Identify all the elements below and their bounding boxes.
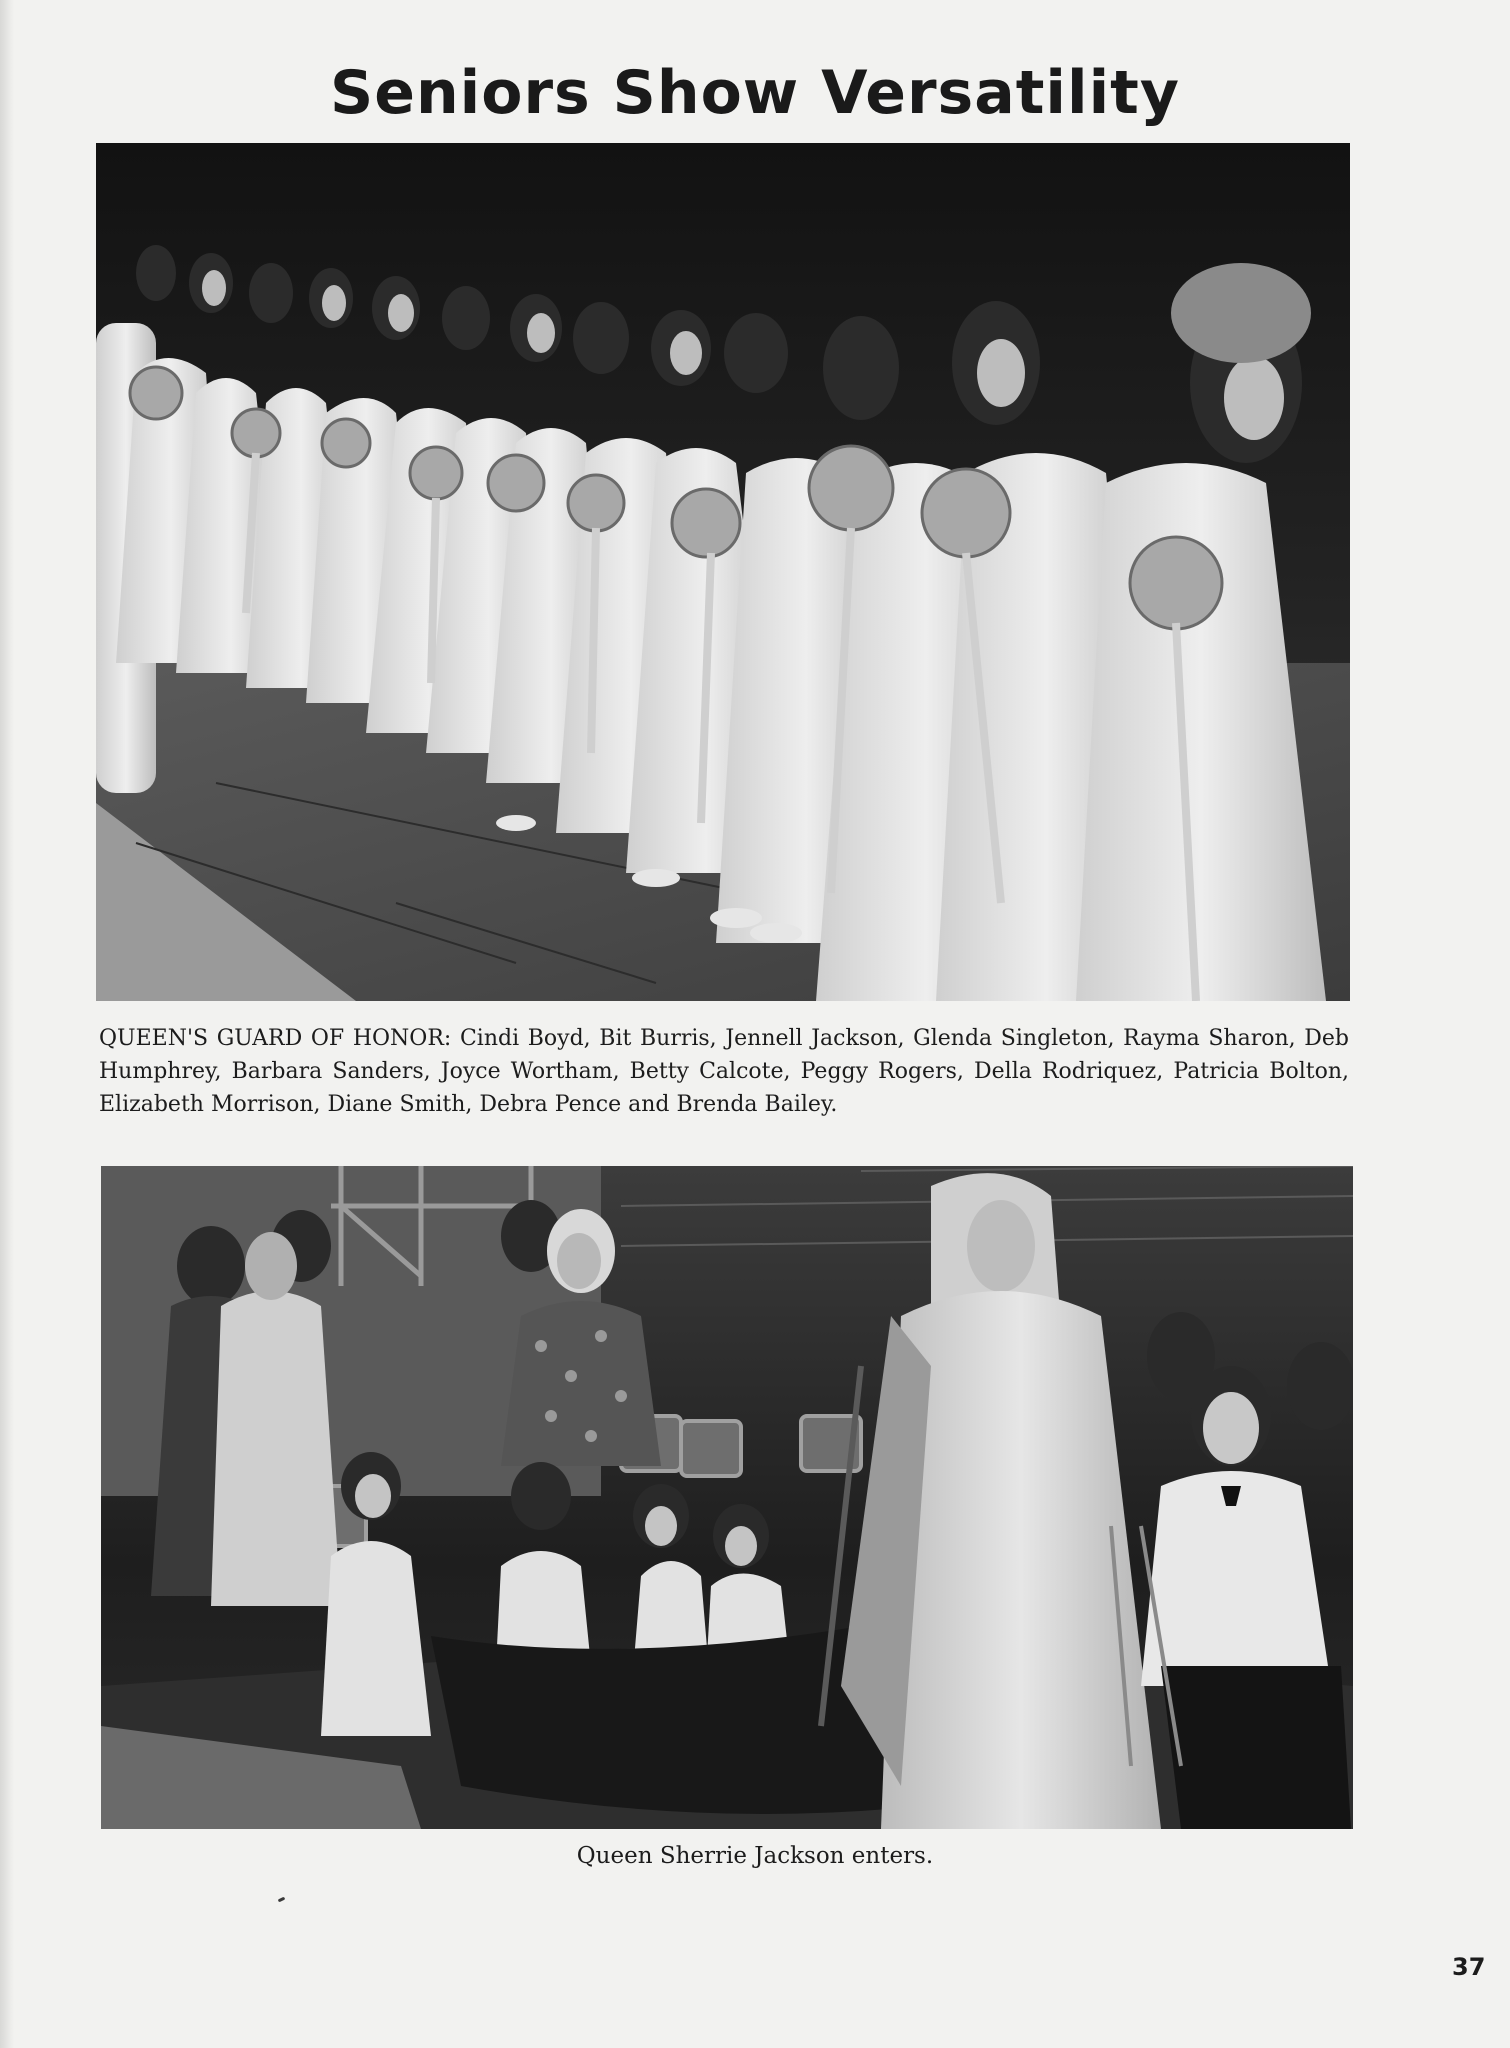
guard-of-honor-caption: QUEEN'S GUARD OF HONOR: Cindi Boyd, Bit Burris, Jennell Jackson, Glenda Singleton, Rayma Sharon, Deb Humphrey, Barbara Sanders, Joyce Wortham, Betty Calcote, Peggy Rogers, Della Rodriquez, Patricia Bolton, Elizabeth Morrison, Diane Smith, Debra Pence and Brenda Bailey. <box>99 1026 1349 1117</box>
ink-smudge <box>278 1897 286 1903</box>
photo-queen-enters <box>101 1166 1353 1829</box>
queen-enters-illustration <box>101 1166 1353 1829</box>
page-edge <box>0 0 14 2048</box>
guard-of-honor-illustration <box>96 143 1350 1001</box>
page-number: 37 <box>1452 1953 1486 1981</box>
page-title: Seniors Show Versatility <box>330 58 1180 128</box>
photo-guard-of-honor <box>96 143 1350 1001</box>
queen-enters-caption: Queen Sherrie Jackson enters. <box>576 1843 934 1869</box>
